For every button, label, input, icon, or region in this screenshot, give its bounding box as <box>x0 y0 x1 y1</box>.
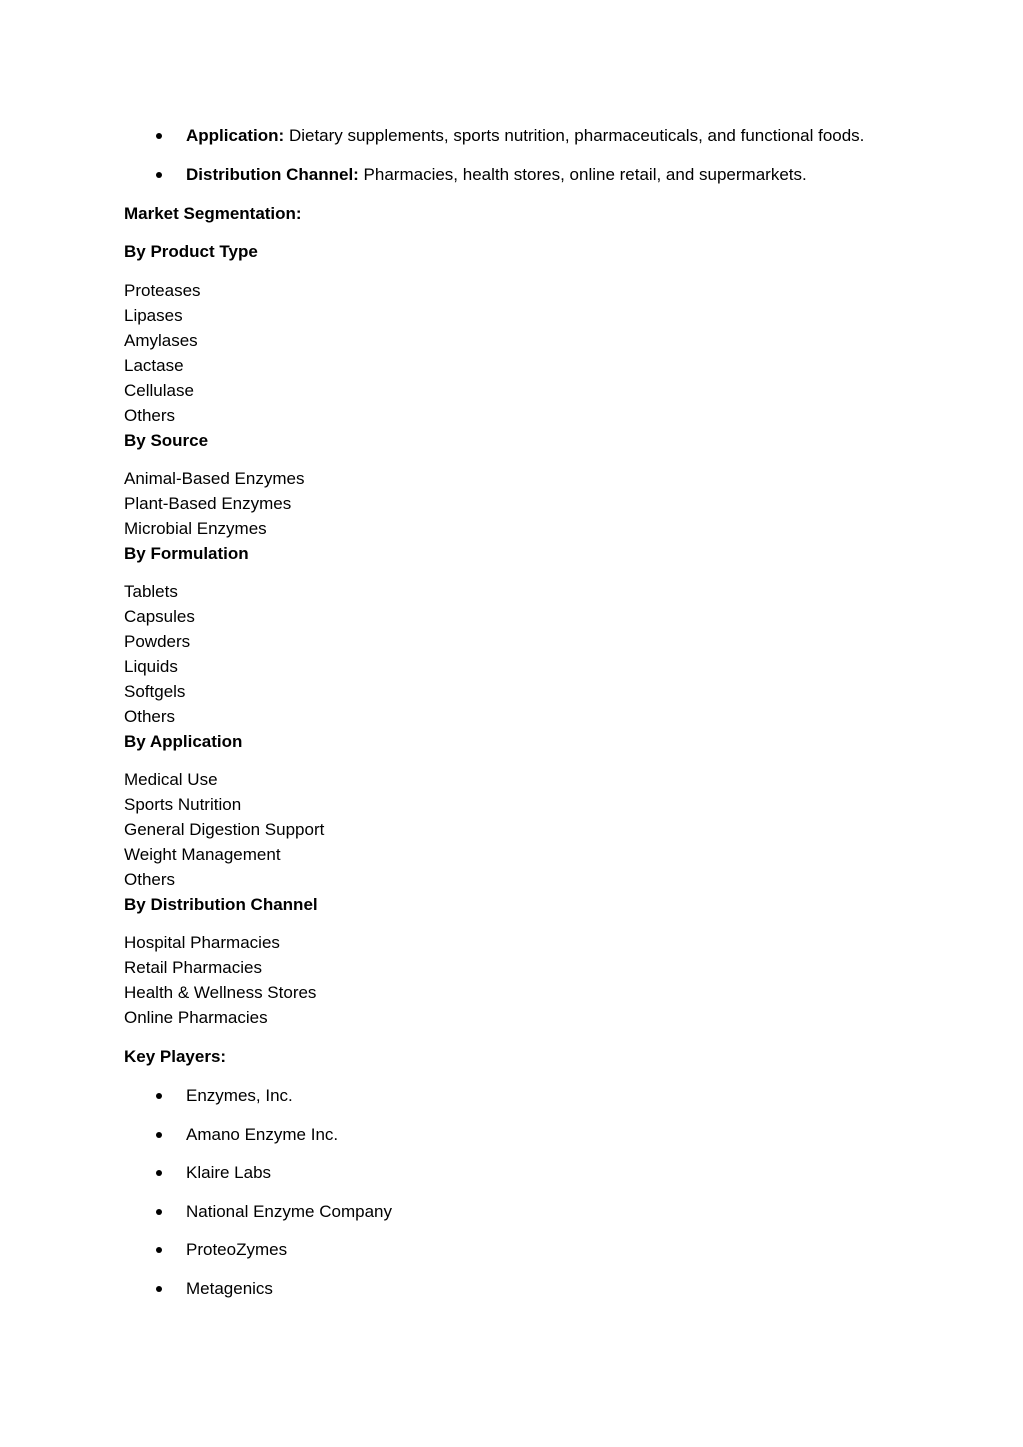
list-item: Cellulase <box>124 381 194 400</box>
heading-by-application: By Application <box>124 732 243 751</box>
bullet-text: Dietary supplements, sports nutrition, pharmaceuticals, and functional foods. <box>284 126 865 145</box>
list-item: Softgels <box>124 682 186 701</box>
list-item: Proteases <box>124 281 201 300</box>
key-player-name: National Enzyme Company <box>186 1202 392 1221</box>
list-item: Online Pharmacies <box>124 1008 268 1027</box>
list-item: Others <box>124 707 176 726</box>
list-item: Retail Pharmacies <box>124 958 262 977</box>
list-item: Microbial Enzymes <box>124 519 267 538</box>
heading-by-distribution-channel: By Distribution Channel <box>124 895 318 914</box>
heading-by-source: By Source <box>124 431 209 450</box>
list-item: Liquids <box>124 657 178 676</box>
bullet-text: Pharmacies, health stores, online retail, and supermarkets. <box>358 165 807 184</box>
list-item: Capsules <box>124 607 195 626</box>
bullet-label: Application: <box>186 126 285 145</box>
list-item: Others <box>124 406 176 425</box>
heading-by-product-type: By Product Type <box>124 242 258 261</box>
list-item: Plant-Based Enzymes <box>124 494 292 513</box>
bullet-dot <box>156 172 162 178</box>
bullet-label: Distribution Channel: <box>186 165 359 184</box>
heading-by-formulation: By Formulation <box>124 544 249 563</box>
section-title-market-segmentation: Market Segmentation: <box>124 204 302 223</box>
key-player-name: ProteoZymes <box>186 1240 288 1259</box>
list-item: Animal-Based Enzymes <box>124 469 305 488</box>
section-title-key-players: Key Players: <box>124 1047 227 1066</box>
bullet-dot <box>156 1209 162 1215</box>
key-player-name: Metagenics <box>186 1279 273 1298</box>
bullet-dot <box>156 1170 162 1176</box>
bullet-dot <box>156 133 162 139</box>
bullet-dot <box>156 1247 162 1253</box>
list-item: Others <box>124 870 176 889</box>
key-player-name: Amano Enzyme Inc. <box>186 1125 339 1144</box>
list-item: Weight Management <box>124 845 281 864</box>
list-item: Sports Nutrition <box>124 795 242 814</box>
list-item: Amylases <box>124 331 198 350</box>
list-item: Tablets <box>124 582 178 601</box>
list-item: Hospital Pharmacies <box>124 933 280 952</box>
bullet-dot <box>156 1132 162 1138</box>
key-player-name: Enzymes, Inc. <box>186 1086 293 1105</box>
list-item: Lactase <box>124 356 184 375</box>
list-item: Health & Wellness Stores <box>124 983 317 1002</box>
list-item: General Digestion Support <box>124 820 325 839</box>
key-player-name: Klaire Labs <box>186 1163 272 1182</box>
bullet-dot <box>156 1093 162 1099</box>
list-item: Lipases <box>124 306 183 325</box>
bullet-dot <box>156 1286 162 1292</box>
list-item: Medical Use <box>124 770 218 789</box>
list-item: Powders <box>124 632 191 651</box>
